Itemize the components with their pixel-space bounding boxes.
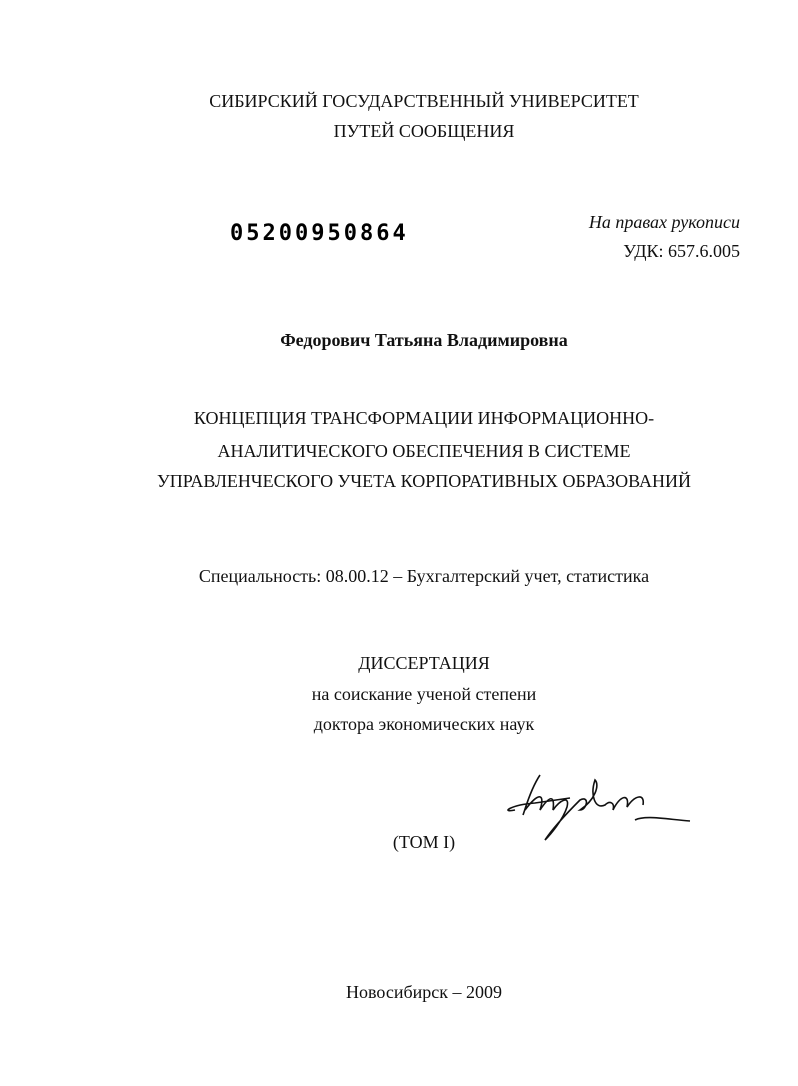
city-year: Новосибирск – 2009 [346,982,502,1002]
university-name-line2: ПУТЕЙ СООБЩЕНИЯ [333,121,515,141]
rights-note: На правах рукописи [588,212,740,232]
specialty: Специальность: 08.00.12 – Бухгалтерский учет, статистика [198,566,650,586]
work-type: ДИССЕРТАЦИЯ [358,653,490,673]
degree-line-2: доктора экономических наук [313,714,535,734]
title-line-3: УПРАВЛЕНЧЕСКОГО УЧЕТА КОРПОРАТИВНЫХ ОБРАЗОВАНИЙ [156,471,692,491]
registration-number-stamp: 05200950864 [230,221,409,246]
udc-code: УДК: 657.6.005 [623,241,740,261]
degree-line-1: на соискание ученой степени [311,684,537,704]
volume-label: (ТОМ I) [392,832,456,852]
title-line-2: АНАЛИТИЧЕСКОГО ОБЕСПЕЧЕНИЯ В СИСТЕМЕ [217,441,631,461]
author-name: Федорович Татьяна Владимировна [280,330,568,350]
university-name-line1: СИБИРСКИЙ ГОСУДАРСТВЕННЫЙ УНИВЕРСИТЕТ [209,91,639,111]
title-line-1: КОНЦЕПЦИЯ ТРАНСФОРМАЦИИ ИНФОРМАЦИОННО- [193,408,655,428]
